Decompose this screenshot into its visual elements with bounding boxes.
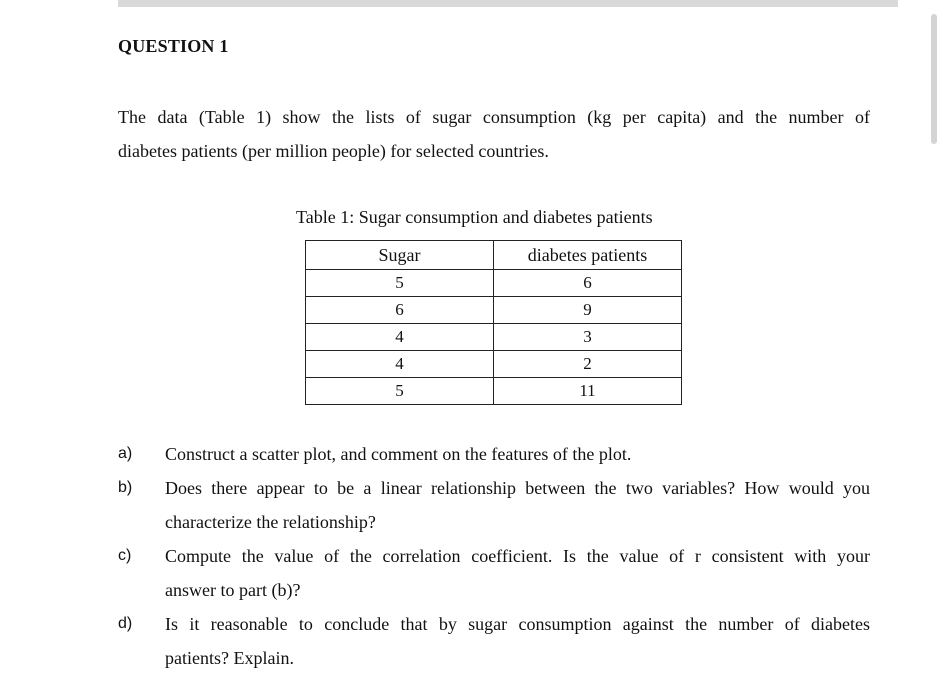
intro-paragraph [118,100,870,168]
table-cell: 4 [306,351,494,378]
column-header-diabetes: diabetes patients [494,241,682,270]
question-line: Compute the value of the correlation coefficient. Is the value of r consistent with your [165,546,870,566]
question-line: answer to part (b)? [165,580,301,600]
question-text [165,607,870,675]
question-item-b [118,471,870,539]
question-heading: QUESTION 1 [118,36,229,56]
question-text [165,437,870,471]
table-row [306,270,682,297]
question-marker: b) [118,479,133,496]
question-marker: c) [118,547,132,564]
table-row [306,378,682,405]
table-cell: 11 [494,378,682,405]
question-item-a [118,437,870,471]
data-table [305,240,682,405]
table-cell: 2 [494,351,682,378]
table-row [306,324,682,351]
question-marker: d) [118,615,133,632]
question-line: patients? Explain. [165,648,294,668]
table-cell: 9 [494,297,682,324]
question-line: Does there appear to be a linear relationship between the two variables? How would you [165,478,870,498]
scrollbar-thumb[interactable] [931,14,937,144]
question-text [165,471,870,539]
intro-line-2: diabetes patients (per million people) for selected countries. [118,141,549,161]
question-item-d [118,607,870,675]
page-top-border [118,0,898,7]
question-line: Construct a scatter plot, and comment on the features of the plot. [165,444,632,464]
table-cell: 5 [306,270,494,297]
table-cell: 5 [306,378,494,405]
question-list [118,437,870,675]
question-text [165,539,870,607]
table-cell: 3 [494,324,682,351]
question-line: characterize the relationship? [165,512,376,532]
table-header-row [306,241,682,270]
intro-line-1: The data (Table 1) show the lists of sugar consumption (kg per capita) and the number of [118,107,870,127]
vertical-scrollbar[interactable] [930,0,938,685]
table-cell: 6 [494,270,682,297]
table-caption: Table 1: Sugar consumption and diabetes patients [296,207,653,227]
table-cell: 4 [306,324,494,351]
table-row [306,351,682,378]
table-row [306,297,682,324]
table-cell: 6 [306,297,494,324]
question-marker: a) [118,445,133,462]
question-line: Is it reasonable to conclude that by sugar consumption against the number of diabetes [165,614,870,634]
question-item-c [118,539,870,607]
column-header-sugar: Sugar [306,241,494,270]
